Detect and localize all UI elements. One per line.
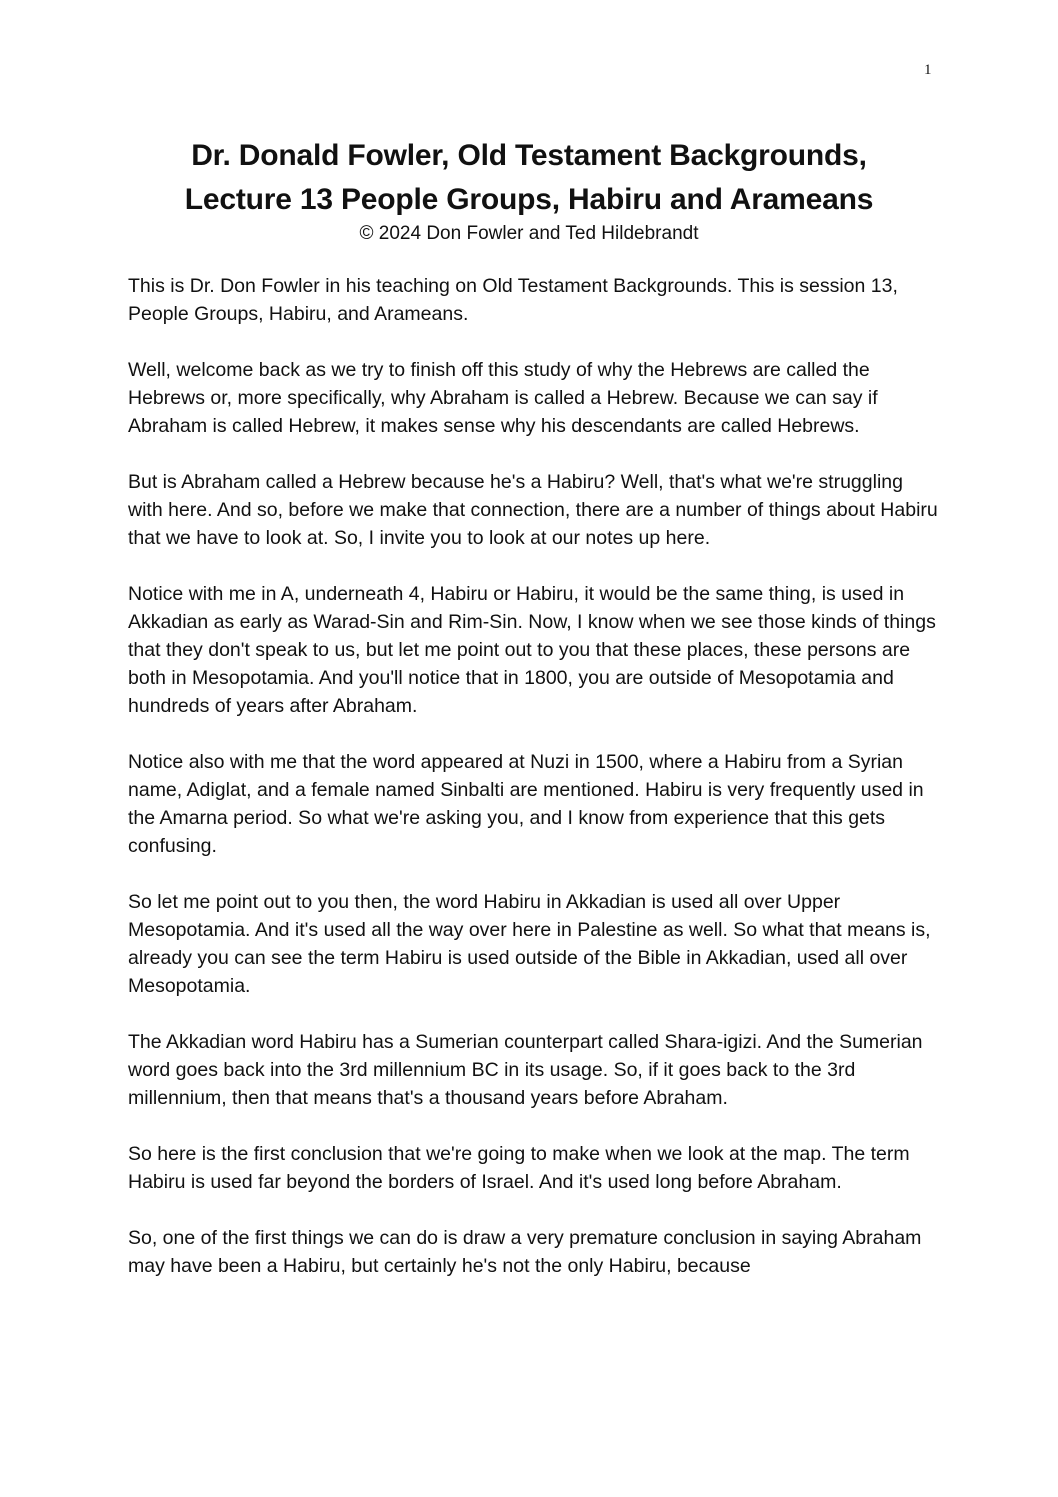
paragraph-4: Notice with me in A, underneath 4, Habiru or Habiru, it would be the same thing, is used in Akkadian as early as Warad-Sin and Rim-Sin. Now, I know when we see those kinds of things that they don't speak to us, but let me point out to you that these places, these persons are both in Mesopotamia. And you'll notice that in 1800, you are outside of Mesopotamia and hundreds of years after Abraham. (128, 583, 936, 717)
page-number: 1 (924, 62, 932, 78)
paragraph-9: So, one of the first things we can do is draw a very premature conclusion in saying Abraham may have been a Habiru, but certainly he's not the only Habiru, because (128, 1227, 922, 1277)
paragraph-7: The Akkadian word Habiru has a Sumerian counterpart called Shara-igizi. And the Sumerian word goes back into the 3rd millennium BC in its usage. So, if it goes back to the 3rd millennium, then that means that's a thousand years before Abraham. (128, 1031, 923, 1109)
paragraph-8: So here is the first conclusion that we're going to make when we look at the map. The term Habiru is used far beyond the borders of Israel. And it's used long before Abraham. (128, 1143, 910, 1193)
title-line-2: Lecture 13 People Groups, Habiru and Arameans (184, 183, 874, 216)
document-header (100, 134, 958, 246)
title-line-1: Dr. Donald Fowler, Old Testament Backgrounds, (191, 139, 867, 172)
paragraph-1: This is Dr. Don Fowler in his teaching on Old Testament Backgrounds. This is session 13, People Groups, Habiru, and Arameans. (128, 275, 898, 325)
paragraph-5: Notice also with me that the word appeared at Nuzi in 1500, where a Habiru from a Syrian name, Adiglat, and a female named Sinbalti are mentioned. Habiru is very frequently used in the Amarna period. So what we're asking you, and I know from experience that this gets confusing. (128, 751, 924, 857)
paragraph-2: Well, welcome back as we try to finish off this study of why the Hebrews are called the Hebrews or, more specifically, why Abraham is called a Hebrew. Because we can say if Abraham is called Hebrew, it makes sense why his descendants are called Hebrews. (128, 359, 878, 437)
document-title (100, 134, 958, 222)
document-body (128, 272, 938, 1308)
paragraph-6: So let me point out to you then, the word Habiru in Akkadian is used all over Upper Mesopotamia. And it's used all the way over here in Palestine as well. So what that means is, already you can see the term Habiru is used outside of the Bible in Akkadian, used all over Mesopotamia. (128, 891, 931, 997)
paragraph-3: But is Abraham called a Hebrew because he's a Habiru? Well, that's what we're struggling with here. And so, before we make that connection, there are a number of things about Habiru that we have to look at. So, I invite you to look at our notes up here. (128, 471, 938, 549)
copyright-notice: © 2024 Don Fowler and Ted Hildebrandt (359, 223, 699, 244)
